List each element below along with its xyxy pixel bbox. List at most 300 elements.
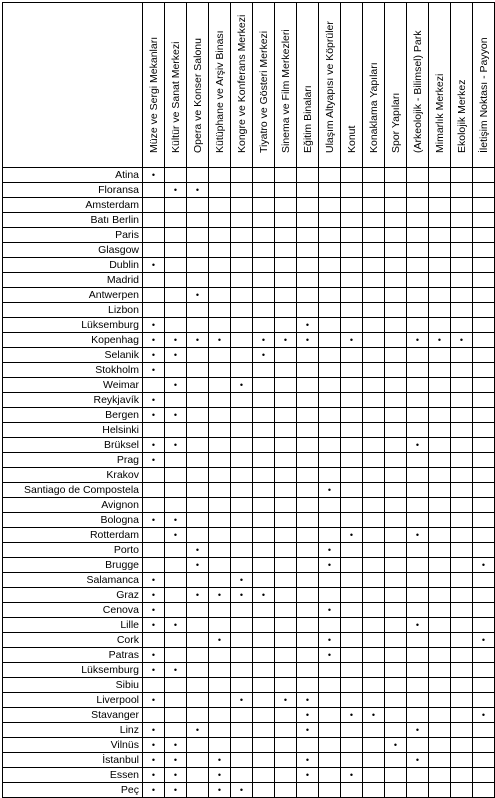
dot-mark: •	[363, 708, 385, 723]
empty-cell	[253, 483, 275, 498]
empty-cell	[231, 768, 253, 783]
empty-cell	[297, 168, 319, 183]
empty-cell	[407, 468, 429, 483]
empty-cell	[473, 228, 495, 243]
column-header-label: Kütüphane ve Arşiv Binası	[213, 30, 226, 153]
empty-cell	[363, 543, 385, 558]
empty-cell	[187, 693, 209, 708]
empty-cell	[209, 438, 231, 453]
culture-capitals-matrix	[2, 2, 490, 796]
empty-cell	[187, 438, 209, 453]
empty-cell	[319, 408, 341, 423]
empty-cell	[429, 558, 451, 573]
empty-cell	[363, 273, 385, 288]
empty-cell	[209, 423, 231, 438]
empty-cell	[385, 498, 407, 513]
empty-cell	[297, 543, 319, 558]
empty-cell	[407, 768, 429, 783]
empty-cell	[319, 423, 341, 438]
empty-cell	[341, 273, 363, 288]
empty-cell	[341, 498, 363, 513]
empty-cell	[363, 693, 385, 708]
empty-cell	[429, 783, 451, 798]
empty-cell	[297, 378, 319, 393]
empty-cell	[451, 378, 473, 393]
dot-mark: •	[165, 513, 187, 528]
empty-cell	[231, 273, 253, 288]
column-header-label: Opera ve Konser Salonu	[191, 38, 204, 153]
empty-cell	[451, 288, 473, 303]
empty-cell	[341, 438, 363, 453]
empty-cell	[473, 648, 495, 663]
column-header-label: Spor Yapıları	[389, 92, 402, 153]
empty-cell	[407, 393, 429, 408]
empty-cell	[143, 528, 165, 543]
empty-cell	[209, 183, 231, 198]
empty-cell	[275, 243, 297, 258]
empty-cell	[275, 708, 297, 723]
empty-cell	[319, 753, 341, 768]
empty-cell	[341, 258, 363, 273]
empty-cell	[297, 498, 319, 513]
empty-cell	[429, 648, 451, 663]
empty-cell	[451, 498, 473, 513]
dot-mark: •	[165, 378, 187, 393]
empty-cell	[253, 438, 275, 453]
empty-cell	[275, 378, 297, 393]
empty-cell	[297, 363, 319, 378]
empty-cell	[275, 783, 297, 798]
empty-cell	[209, 168, 231, 183]
empty-cell	[407, 243, 429, 258]
empty-cell	[187, 168, 209, 183]
empty-cell	[253, 783, 275, 798]
empty-cell	[319, 168, 341, 183]
empty-cell	[231, 228, 253, 243]
empty-cell	[297, 573, 319, 588]
city-label: Linz	[3, 723, 143, 738]
empty-cell	[429, 408, 451, 423]
dot-mark: •	[143, 588, 165, 603]
empty-cell	[341, 603, 363, 618]
empty-cell	[341, 723, 363, 738]
dot-mark: •	[165, 183, 187, 198]
empty-cell	[473, 498, 495, 513]
empty-cell	[209, 693, 231, 708]
dot-mark: •	[165, 408, 187, 423]
dot-mark: •	[165, 333, 187, 348]
dot-mark: •	[165, 738, 187, 753]
empty-cell	[341, 213, 363, 228]
column-header-label: Kültür ve Sanat Merkezi	[169, 41, 182, 153]
city-label: Reykjavík	[3, 393, 143, 408]
empty-cell	[473, 468, 495, 483]
empty-cell	[319, 468, 341, 483]
empty-cell	[429, 423, 451, 438]
empty-cell	[209, 573, 231, 588]
dot-mark: •	[319, 648, 341, 663]
empty-cell	[363, 588, 385, 603]
empty-cell	[253, 453, 275, 468]
empty-cell	[385, 288, 407, 303]
empty-cell	[187, 258, 209, 273]
empty-cell	[297, 468, 319, 483]
empty-cell	[187, 633, 209, 648]
empty-cell	[187, 768, 209, 783]
empty-cell	[253, 393, 275, 408]
empty-cell	[407, 213, 429, 228]
column-header	[165, 3, 187, 168]
table-row	[3, 738, 495, 753]
empty-cell	[297, 198, 319, 213]
empty-cell	[231, 723, 253, 738]
empty-cell	[363, 558, 385, 573]
empty-cell	[253, 288, 275, 303]
empty-cell	[473, 393, 495, 408]
empty-cell	[363, 198, 385, 213]
empty-cell	[209, 618, 231, 633]
empty-cell	[429, 528, 451, 543]
empty-cell	[297, 588, 319, 603]
city-label: İstanbul	[3, 753, 143, 768]
empty-cell	[407, 783, 429, 798]
empty-cell	[429, 303, 451, 318]
empty-cell	[209, 408, 231, 423]
empty-cell	[231, 648, 253, 663]
empty-cell	[341, 198, 363, 213]
empty-cell	[319, 453, 341, 468]
empty-cell	[165, 258, 187, 273]
empty-cell	[187, 663, 209, 678]
city-label: Lizbon	[3, 303, 143, 318]
empty-cell	[451, 603, 473, 618]
empty-cell	[341, 243, 363, 258]
empty-cell	[297, 288, 319, 303]
empty-cell	[165, 363, 187, 378]
empty-cell	[297, 243, 319, 258]
city-label: Lüksemburg	[3, 663, 143, 678]
empty-cell	[319, 348, 341, 363]
table-row	[3, 438, 495, 453]
empty-cell	[429, 228, 451, 243]
empty-cell	[275, 513, 297, 528]
empty-cell	[209, 303, 231, 318]
empty-cell	[429, 273, 451, 288]
empty-cell	[473, 333, 495, 348]
dot-mark: •	[297, 318, 319, 333]
empty-cell	[407, 228, 429, 243]
empty-cell	[297, 438, 319, 453]
empty-cell	[363, 378, 385, 393]
empty-cell	[253, 273, 275, 288]
empty-cell	[385, 408, 407, 423]
empty-cell	[363, 288, 385, 303]
empty-cell	[407, 663, 429, 678]
table-row	[3, 708, 495, 723]
empty-cell	[385, 198, 407, 213]
empty-cell	[253, 243, 275, 258]
empty-cell	[297, 648, 319, 663]
empty-cell	[363, 753, 385, 768]
empty-cell	[363, 678, 385, 693]
table-row	[3, 468, 495, 483]
empty-cell	[209, 378, 231, 393]
empty-cell	[209, 348, 231, 363]
city-label: Vilnüs	[3, 738, 143, 753]
dot-mark: •	[407, 438, 429, 453]
dot-mark: •	[187, 588, 209, 603]
table-row	[3, 318, 495, 333]
empty-cell	[473, 783, 495, 798]
dot-mark: •	[143, 408, 165, 423]
empty-cell	[143, 213, 165, 228]
table-row	[3, 348, 495, 363]
empty-cell	[341, 483, 363, 498]
empty-cell	[297, 408, 319, 423]
empty-cell	[407, 198, 429, 213]
dot-mark: •	[209, 633, 231, 648]
dot-mark: •	[253, 348, 275, 363]
empty-cell	[275, 573, 297, 588]
city-label: Lille	[3, 618, 143, 633]
dot-mark: •	[143, 618, 165, 633]
empty-cell	[253, 363, 275, 378]
column-header	[341, 3, 363, 168]
city-label: Graz	[3, 588, 143, 603]
empty-cell	[341, 288, 363, 303]
dot-mark: •	[297, 723, 319, 738]
empty-cell	[165, 393, 187, 408]
dot-mark: •	[165, 783, 187, 798]
empty-cell	[473, 258, 495, 273]
column-header	[407, 3, 429, 168]
empty-cell	[341, 618, 363, 633]
empty-cell	[385, 633, 407, 648]
table-row	[3, 588, 495, 603]
empty-cell	[187, 348, 209, 363]
empty-cell	[319, 573, 341, 588]
empty-cell	[363, 783, 385, 798]
column-header-label: Kongre ve Konferans Merkezi	[235, 14, 248, 153]
dot-mark: •	[297, 708, 319, 723]
city-label: Kopenhag	[3, 333, 143, 348]
dot-mark: •	[187, 723, 209, 738]
city-label: Bergen	[3, 408, 143, 423]
dot-mark: •	[231, 588, 253, 603]
empty-cell	[429, 168, 451, 183]
empty-cell	[165, 303, 187, 318]
dot-mark: •	[143, 333, 165, 348]
table-row	[3, 333, 495, 348]
empty-cell	[451, 423, 473, 438]
empty-cell	[451, 228, 473, 243]
empty-cell	[297, 348, 319, 363]
empty-cell	[407, 558, 429, 573]
empty-cell	[363, 498, 385, 513]
empty-cell	[319, 258, 341, 273]
empty-cell	[429, 573, 451, 588]
empty-cell	[407, 258, 429, 273]
empty-cell	[319, 738, 341, 753]
dot-mark: •	[165, 438, 187, 453]
empty-cell	[429, 378, 451, 393]
empty-cell	[473, 753, 495, 768]
column-header	[473, 3, 495, 168]
empty-cell	[341, 663, 363, 678]
empty-cell	[231, 408, 253, 423]
empty-cell	[275, 738, 297, 753]
empty-cell	[451, 438, 473, 453]
empty-cell	[143, 228, 165, 243]
empty-cell	[451, 318, 473, 333]
dot-mark: •	[143, 693, 165, 708]
empty-cell	[341, 303, 363, 318]
empty-cell	[341, 408, 363, 423]
empty-cell	[341, 693, 363, 708]
dot-mark: •	[451, 333, 473, 348]
empty-cell	[209, 483, 231, 498]
empty-cell	[385, 768, 407, 783]
empty-cell	[407, 738, 429, 753]
empty-cell	[473, 198, 495, 213]
empty-cell	[253, 603, 275, 618]
empty-cell	[165, 483, 187, 498]
empty-cell	[187, 468, 209, 483]
dot-mark: •	[275, 693, 297, 708]
empty-cell	[275, 288, 297, 303]
empty-cell	[451, 408, 473, 423]
dot-mark: •	[143, 348, 165, 363]
empty-cell	[473, 183, 495, 198]
header-row	[3, 3, 495, 168]
empty-cell	[451, 663, 473, 678]
table-row	[3, 423, 495, 438]
empty-cell	[209, 648, 231, 663]
dot-mark: •	[165, 618, 187, 633]
matrix-body	[3, 168, 495, 798]
empty-cell	[429, 693, 451, 708]
empty-cell	[253, 318, 275, 333]
empty-cell	[165, 678, 187, 693]
city-label: Glasgow	[3, 243, 143, 258]
empty-cell	[231, 318, 253, 333]
empty-cell	[297, 528, 319, 543]
empty-cell	[319, 588, 341, 603]
empty-cell	[473, 213, 495, 228]
empty-cell	[385, 168, 407, 183]
empty-cell	[275, 258, 297, 273]
table-row	[3, 528, 495, 543]
table-row	[3, 228, 495, 243]
empty-cell	[319, 393, 341, 408]
table-row	[3, 243, 495, 258]
empty-cell	[187, 648, 209, 663]
empty-cell	[297, 423, 319, 438]
empty-cell	[275, 618, 297, 633]
empty-cell	[363, 738, 385, 753]
empty-cell	[473, 348, 495, 363]
empty-cell	[165, 723, 187, 738]
table-row	[3, 663, 495, 678]
empty-cell	[209, 198, 231, 213]
empty-cell	[473, 678, 495, 693]
empty-cell	[143, 498, 165, 513]
empty-cell	[319, 363, 341, 378]
empty-cell	[165, 633, 187, 648]
dot-mark: •	[143, 723, 165, 738]
dot-mark: •	[165, 753, 187, 768]
table-row	[3, 378, 495, 393]
empty-cell	[165, 588, 187, 603]
empty-cell	[297, 558, 319, 573]
empty-cell	[473, 618, 495, 633]
empty-cell	[143, 378, 165, 393]
empty-cell	[385, 648, 407, 663]
empty-cell	[363, 258, 385, 273]
empty-cell	[363, 768, 385, 783]
empty-cell	[451, 243, 473, 258]
empty-cell	[275, 183, 297, 198]
column-header	[275, 3, 297, 168]
empty-cell	[275, 528, 297, 543]
empty-cell	[297, 618, 319, 633]
empty-cell	[473, 273, 495, 288]
table-row	[3, 303, 495, 318]
empty-cell	[341, 543, 363, 558]
dot-mark: •	[165, 528, 187, 543]
empty-cell	[473, 243, 495, 258]
table-row	[3, 168, 495, 183]
empty-cell	[319, 618, 341, 633]
empty-cell	[385, 243, 407, 258]
city-label: Lüksemburg	[3, 318, 143, 333]
dot-mark: •	[143, 363, 165, 378]
empty-cell	[319, 378, 341, 393]
empty-cell	[275, 303, 297, 318]
empty-cell	[187, 243, 209, 258]
dot-mark: •	[231, 378, 253, 393]
empty-cell	[341, 753, 363, 768]
empty-cell	[385, 723, 407, 738]
empty-cell	[319, 693, 341, 708]
city-label: Prag	[3, 453, 143, 468]
empty-cell	[385, 213, 407, 228]
corner-cell	[3, 3, 143, 168]
city-label: Stavanger	[3, 708, 143, 723]
empty-cell	[319, 678, 341, 693]
empty-cell	[451, 753, 473, 768]
empty-cell	[231, 303, 253, 318]
empty-cell	[297, 273, 319, 288]
empty-cell	[385, 558, 407, 573]
empty-cell	[319, 183, 341, 198]
empty-cell	[253, 468, 275, 483]
empty-cell	[231, 393, 253, 408]
empty-cell	[231, 663, 253, 678]
dot-mark: •	[143, 603, 165, 618]
dot-mark: •	[143, 438, 165, 453]
empty-cell	[143, 303, 165, 318]
dot-mark: •	[407, 333, 429, 348]
empty-cell	[363, 423, 385, 438]
empty-cell	[297, 303, 319, 318]
dot-mark: •	[473, 633, 495, 648]
empty-cell	[385, 783, 407, 798]
empty-cell	[407, 273, 429, 288]
dot-mark: •	[341, 768, 363, 783]
empty-cell	[253, 423, 275, 438]
table-row	[3, 753, 495, 768]
